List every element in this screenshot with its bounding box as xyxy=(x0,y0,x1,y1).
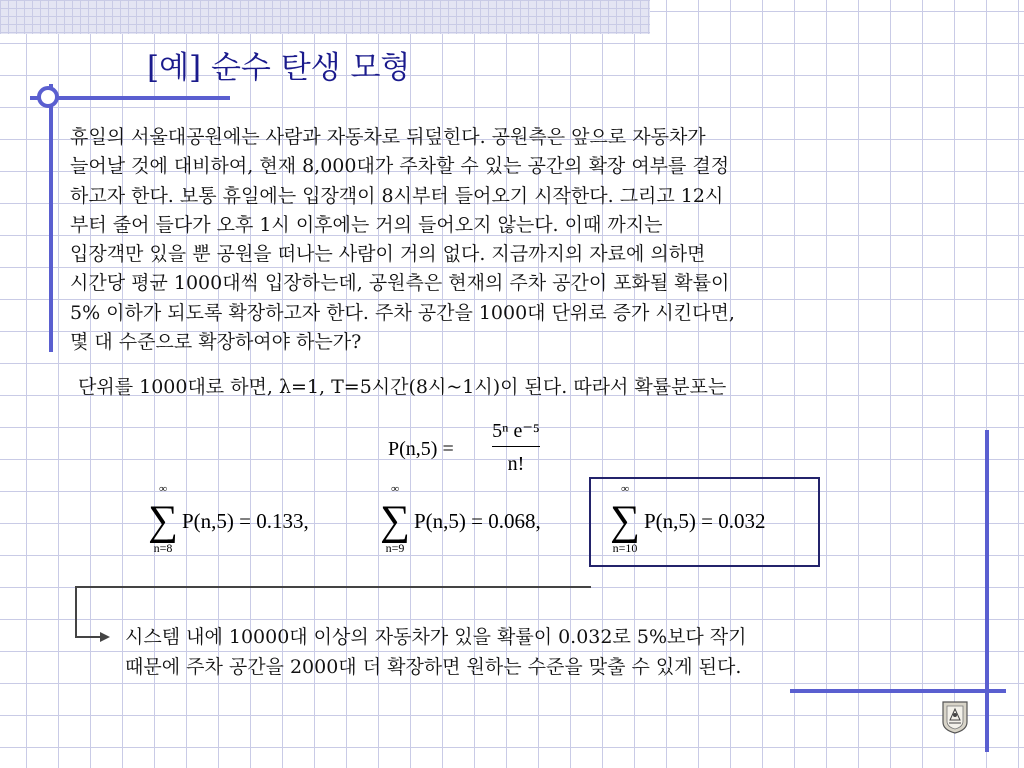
sum-lower-limit: n=8 xyxy=(153,541,173,555)
paragraph-line: 하고자 한다. 보통 휴일에는 입장객이 8시부터 들어오기 시작한다. 그리고 12시 xyxy=(70,184,724,207)
sigma-icon: ∑ xyxy=(148,498,178,544)
sum-upper-limit: ∞ xyxy=(391,483,399,495)
arrow-right-icon xyxy=(100,632,110,642)
fraction-bar xyxy=(492,446,540,447)
sum-body: P(n,5) = 0.032 xyxy=(644,509,766,533)
paragraph-line: 휴일의 서울대공원에는 사람과 자동차로 뒤덮힌다. 공원측은 앞으로 자동차가 xyxy=(70,126,706,148)
formula-numerator: 5ⁿ e⁻⁵ xyxy=(492,420,540,442)
top-banner xyxy=(0,0,650,34)
connector-line-vertical xyxy=(75,586,77,638)
conclusion-line: 시스템 내에 10000대 이상의 자동차가 있을 확률이 0.032로 5%보다 작기 xyxy=(125,626,747,648)
connector-line-bottom xyxy=(75,636,101,638)
conclusion-line: 때문에 주차 공간을 2000대 더 확장하면 원하는 수준을 맞출 수 있게 된다. xyxy=(125,656,742,678)
conclusion-text xyxy=(125,622,746,682)
sigma-icon: ∑ xyxy=(610,498,640,544)
unit-statement: 단위를 1000대로 하면, λ=1, T=5시간(8시~1시)이 된다. 따라서 확률분포는 xyxy=(78,376,727,398)
problem-paragraph xyxy=(70,123,960,357)
formula-fraction xyxy=(492,418,540,478)
decor-horizontal-bar xyxy=(30,96,230,100)
sum-upper-limit: ∞ xyxy=(159,483,167,495)
paragraph-line: 늘어날 것에 대비하여, 현재 8,000대가 주차할 수 있는 공간의 확장 여부를 결정 xyxy=(70,155,730,178)
sum-body: P(n,5) = 0.133, xyxy=(182,509,309,533)
decor-right-vertical-bar xyxy=(985,430,989,752)
connector-line-top xyxy=(75,586,591,588)
decor-right-horizontal-bar xyxy=(790,689,1006,693)
decor-ring xyxy=(37,86,59,108)
sum-body: P(n,5) = 0.068, xyxy=(414,509,541,533)
paragraph-line: 5% 이하가 되도록 확장하고자 한다. 주차 공간을 1000대 단위로 증가 시킨다면, xyxy=(70,301,735,324)
paragraph-line: 몇 대 수준으로 확장하여야 하는가? xyxy=(70,331,362,354)
sum-lower-limit: n=10 xyxy=(612,541,638,555)
formula-lhs: P(n,5) = xyxy=(388,438,454,460)
sum-lower-limit: n=9 xyxy=(385,541,405,555)
slide-title: [예] 순수 탄생 모형 xyxy=(147,50,411,86)
decor-vertical-bar xyxy=(49,84,53,352)
university-seal-icon xyxy=(940,700,970,734)
paragraph-line: 입장객만 있을 뿐 공원을 떠나는 사람이 거의 없다. 지금까지의 자료에 의하면 xyxy=(70,243,706,266)
formula-denominator: n! xyxy=(507,453,525,475)
sum-upper-limit: ∞ xyxy=(621,483,629,495)
paragraph-line: 시간당 평균 1000대씩 입장하는데, 공원측은 현재의 주차 공간이 포화될 확률이 xyxy=(70,272,730,295)
sigma-icon: ∑ xyxy=(380,498,410,544)
paragraph-line: 부터 줄어 들다가 오후 1시 이후에는 거의 들어오지 않는다. 이때 까지는 xyxy=(70,213,663,236)
